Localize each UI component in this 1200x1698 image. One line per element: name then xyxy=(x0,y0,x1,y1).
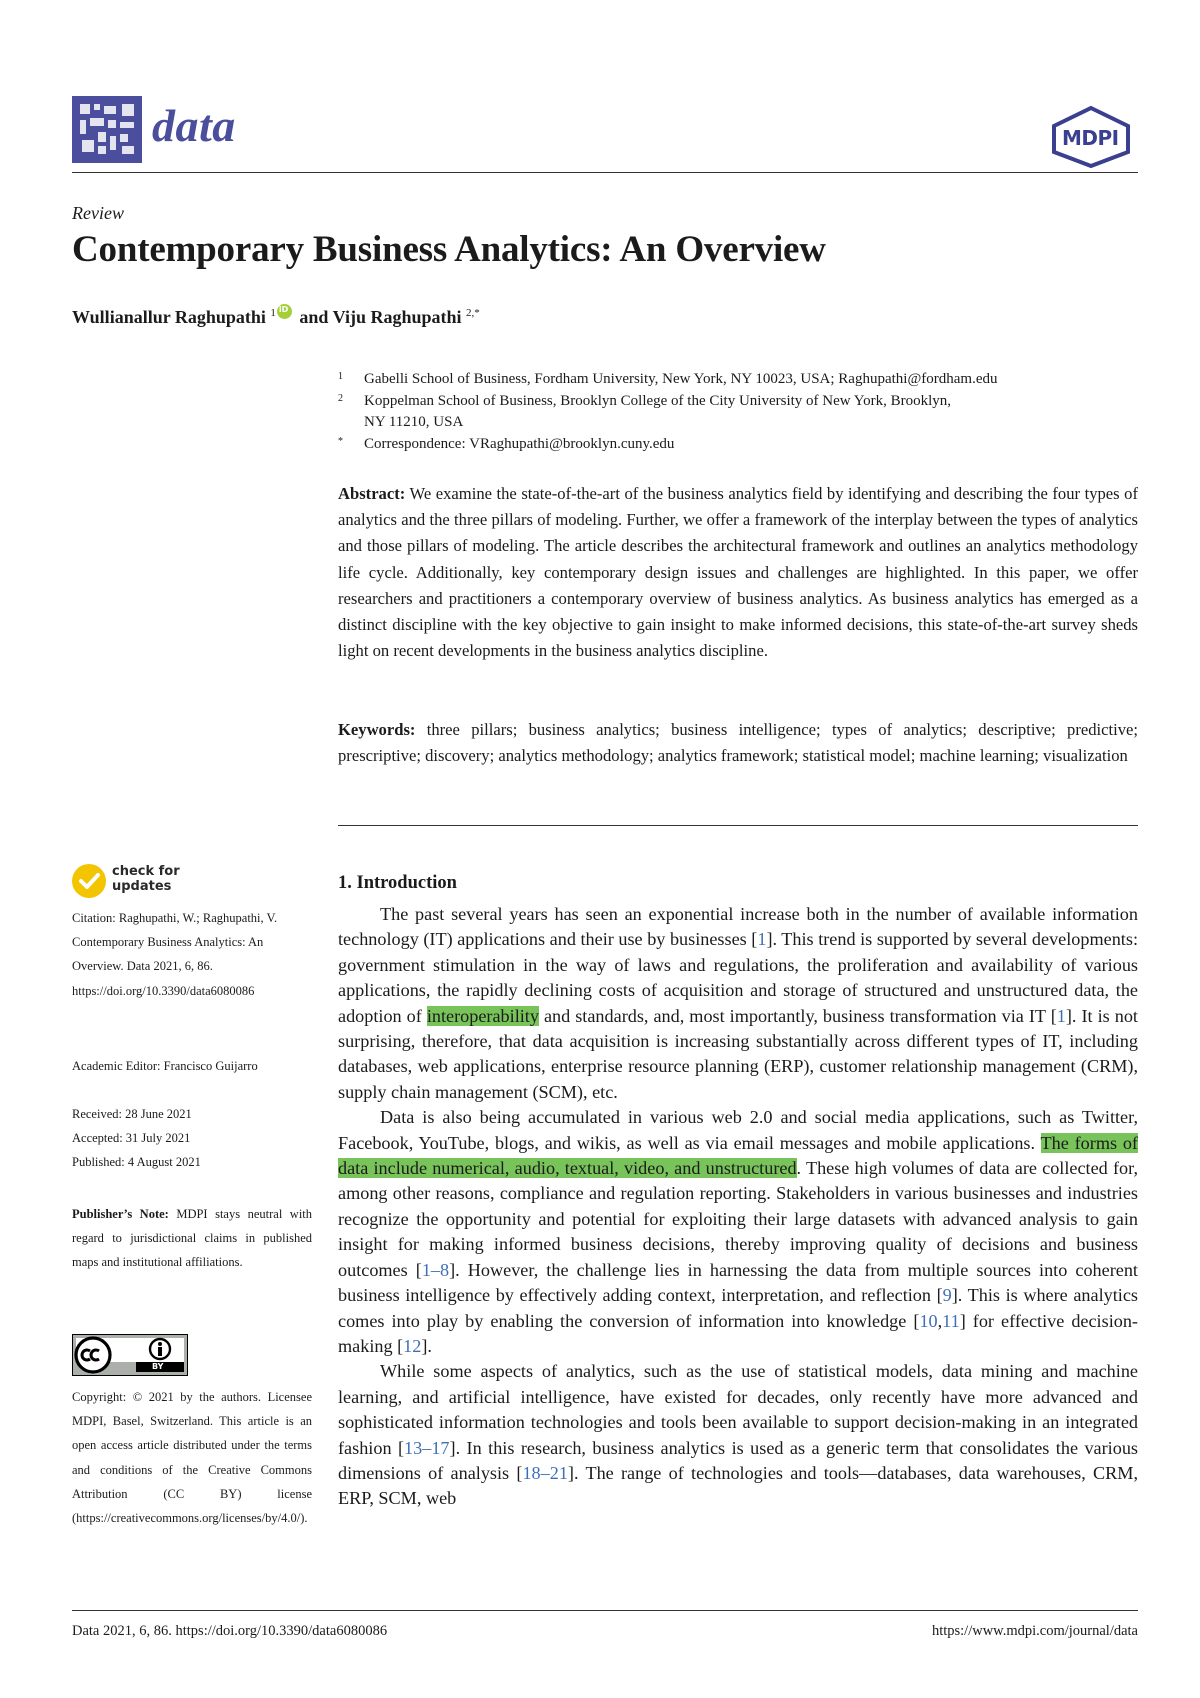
publication-dates xyxy=(72,1102,312,1175)
citation-link[interactable]: 11 xyxy=(942,1310,960,1331)
affiliation-marker: 1 xyxy=(338,371,343,382)
citation-link[interactable]: 13–17 xyxy=(404,1437,450,1458)
paragraph: Data is also being accumulated in various web 2.0 and social media applications, such as Twitter, Facebook, YouTube, blogs, and wikis, as well as via email messages and mobile applications. The forms of data include numerical, audio, textual, video, and unstructured. These high volumes of data are collected for, among other reasons, compliance and regulation reporting. Stakeholders in various businesses and industries recognize the opportunity and potential for exploiting their large datasets with advanced analysis to gain insight for making informed business decisions, thereby improving quality of decisions and business outcomes [1–8]. However, the challenge lies in harnessing the data from multiple sources into coherent business intelligence by effectively adding context, interpretation, and reflection [9]. This is where analytics comes into play by enabling the conversion of information into knowledge [10,11] for effective decision-making [12]. xyxy=(338,1107,1138,1356)
updates-label: updates xyxy=(112,879,172,894)
affiliation-item xyxy=(338,391,1138,434)
highlighted-text: The forms of data include numerical, audio, textual, video, and unstructured xyxy=(338,1132,1138,1179)
highlighted-text: interoperability xyxy=(426,1005,539,1026)
footer-divider xyxy=(72,1610,1138,1611)
abstract-label: Abstract: xyxy=(338,484,406,503)
citation-link[interactable]: 1 xyxy=(1056,1005,1066,1026)
copyright: Copyright: © 2021 by the authors. Licensee MDPI, Basel, Switzerland. This article is an open access article distributed under the terms and conditions of the Creative Commons Attribution (CC BY) license (https://creativecommons.org/licenses/by/4.0/). xyxy=(72,1390,312,1526)
affiliation-marker: 2,* xyxy=(466,307,480,319)
publishers-note xyxy=(72,1202,312,1275)
journal-name: data xyxy=(152,100,236,151)
publishers-note-label: Publisher’s Note: xyxy=(72,1207,169,1221)
affiliation-marker: * xyxy=(338,435,343,447)
accepted-date: Accepted: 31 July 2021 xyxy=(72,1131,191,1146)
affiliation-item xyxy=(338,434,1138,456)
citation-link[interactable]: 9 xyxy=(942,1285,952,1306)
citation-link[interactable]: 18–21 xyxy=(522,1462,568,1483)
publisher-name: MDPI xyxy=(1062,126,1119,150)
author-connector: and xyxy=(299,307,329,327)
citation: Citation: Raghupathi, W.; Raghupathi, V. Contemporary Business Analytics: An Overview. Data 2021, 6, 86. https://doi.org/10.3390/data6080086 xyxy=(72,911,278,998)
cc-by-label: BY xyxy=(152,1362,164,1371)
citation-link[interactable]: 10 xyxy=(919,1310,938,1331)
citation-link[interactable]: 1 xyxy=(757,929,767,950)
authors xyxy=(72,304,480,328)
check-for-updates-button[interactable] xyxy=(112,864,180,894)
affiliation-marker: 2 xyxy=(338,392,343,404)
keywords-text: three pillars; business analytics; business intelligence; types of analytics; descriptive; predictive; prescriptive; discovery; analytics methodology; analytics framework; statistical model; machine learning; visualization xyxy=(338,720,1138,766)
citation-link[interactable]: 12 xyxy=(403,1335,422,1356)
article-type: Review xyxy=(72,203,124,223)
published-date: Published: 4 August 2021 xyxy=(72,1155,201,1170)
affiliation-item xyxy=(338,369,1138,391)
journal-url[interactable]: https://www.mdpi.com/journal/data xyxy=(931,1623,1138,1639)
paragraph: While some aspects of analytics, such as the use of statistical models, data mining and machine learning, and artificial intelligence, have existed for decades, only recently have more advanced and sophisticated information technologies and tools been available to support decision-making in an integrated fashion [13–17]. In this research, business analytics is used as a generic term that consolidates the various dimensions of analysis [18–21]. The range of technologies and tools—databases, data warehouses, CRM, ERP, SCM, web xyxy=(338,1361,1138,1509)
author-name[interactable]: Viju Raghupathi xyxy=(332,307,462,327)
abstract-divider xyxy=(338,825,1138,826)
publishers-note-text: MDPI stays neutral with regard to jurisdictional claims in published maps and institutional affiliations. xyxy=(72,1207,313,1270)
affiliation-text: Gabelli School of Business, Fordham University, New York, NY 10023, USA; Raghupathi@fordham.edu xyxy=(364,371,998,387)
mdpi-logo-icon xyxy=(1046,104,1136,168)
affiliation-marker: 1 xyxy=(270,307,276,319)
abstract xyxy=(338,481,1138,664)
citation-link[interactable]: 1–8 xyxy=(421,1259,450,1280)
footer-citation[interactable]: Data 2021, 6, 86. https://doi.org/10.3390/data6080086 xyxy=(72,1623,388,1639)
journal-logo-icon xyxy=(72,96,142,163)
check-label: check for xyxy=(112,864,180,879)
abstract-text: We examine the state-of-the-art of the business analytics field by identifying and describing the four types of analytics and the three pillars of modeling. Further, we offer a framework of the interplay between the types of analytics and those pillars of modeling. The article describes the architectural framework and outlines an analytics methodology life cycle. Additionally, key contemporary design issues and challenges are highlighted. In this paper, we offer researchers and practitioners a contemporary overview of business analytics. As business analytics has emerged as a distinct discipline with the key objective to gain insight to make informed decisions, this state-of-the-art survey sheds light on recent developments in the business analytics discipline. xyxy=(338,484,1138,661)
author-name[interactable]: Wullianallur Raghupathi xyxy=(72,307,266,327)
orcid-icon[interactable] xyxy=(277,304,292,319)
cc-by-license-icon[interactable] xyxy=(72,1334,188,1376)
check-for-updates-icon[interactable] xyxy=(72,864,106,898)
affiliation-text: Koppelman School of Business, Brooklyn College of the City University of New York, Brooklyn, NY 11210, USA xyxy=(364,392,952,430)
header-divider xyxy=(72,172,1138,173)
paragraph: The past several years has seen an exponential increase both in the number of available information technology (IT) applications and their use by businesses [1]. This trend is supported by several developments: government stimulation in the way of laws and regulations, the proliferation and availability of various applications, the rapidly declining costs of acquisition and storage of structured and unstructured data, the adoption of interoperability and standards, and, most importantly, business transformation via IT [1]. It is not surprising, therefore, that data acquisition is increasing substantially across different types of IT, including databases, web applications, enterprise resource planning (ERP), customer relationship management (CRM), supply chain management (SCM), etc. xyxy=(338,904,1138,1102)
article-title: Contemporary Business Analytics: An Overview xyxy=(72,229,826,270)
correspondence[interactable]: Correspondence: VRaghupathi@brooklyn.cuny.edu xyxy=(364,435,675,452)
keywords-label: Keywords: xyxy=(338,720,416,739)
academic-editor: Academic Editor: Francisco Guijarro xyxy=(72,1059,258,1073)
body-text xyxy=(338,902,1138,1512)
section-heading: 1. Introduction xyxy=(338,873,457,893)
affiliations xyxy=(338,369,1138,455)
received-date: Received: 28 June 2021 xyxy=(72,1107,192,1121)
keywords xyxy=(338,717,1138,769)
